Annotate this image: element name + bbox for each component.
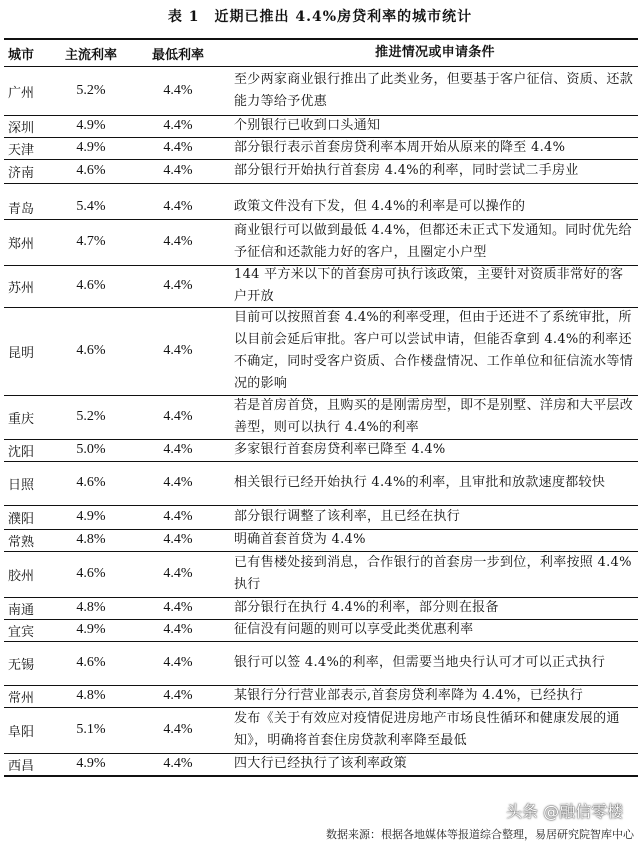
main-rate-cell: 4.6% (76, 475, 106, 490)
city-cell: 无锡 (8, 657, 35, 673)
table-row (4, 529, 638, 551)
min-rate-cell: 4.4% (163, 509, 193, 524)
conditions-cell: 若是首房首贷，且购买的是刚需房型，即不是别墅、洋房和大平层改善型，则可以执行 4.4%的利率 (234, 398, 634, 435)
city-cell: 沈阳 (8, 444, 35, 460)
main-rate-cell: 4.6% (76, 566, 106, 581)
table-row (4, 619, 638, 641)
conditions-cell: 个别银行已收到口头通知 (234, 118, 381, 133)
table-row (4, 707, 638, 753)
main-rate-cell: 5.1% (76, 722, 106, 737)
city-cell: 广州 (8, 85, 35, 101)
main-rate-cell: 4.8% (76, 600, 106, 615)
city-cell: 济南 (8, 165, 35, 181)
min-rate-cell: 4.4% (163, 442, 193, 457)
min-rate-cell: 4.4% (163, 756, 193, 771)
main-rate-cell: 4.6% (76, 278, 106, 293)
table-row (4, 395, 638, 439)
main-rate-cell: 5.2% (76, 83, 106, 98)
main-rate-cell: 4.6% (76, 655, 106, 670)
table-row (4, 461, 638, 505)
main-rate-cell: 5.2% (76, 409, 106, 424)
table-row (4, 685, 638, 707)
table-row (4, 115, 638, 137)
main-rate-cell: 5.4% (76, 199, 106, 214)
row-rule (4, 183, 638, 184)
table-row (4, 597, 638, 619)
city-cell: 深圳 (8, 120, 35, 136)
main-rate-cell: 4.9% (76, 622, 106, 637)
conditions-cell: 目前可以按照首套 4.4%的利率受理，但由于还进不了系统审批，所以目前会延后审批。客户可以尝试申请，但能否拿到 4.4%的利率还不确定，同时受客户资质、合作楼盘情况、工作单位和征信流水等情况的影响 (234, 310, 634, 391)
min-rate-cell: 4.4% (163, 409, 193, 424)
table-row (4, 307, 638, 395)
header-main-rate: 主流利率 (64, 47, 117, 63)
city-cell: 宜宾 (8, 624, 35, 640)
conditions-cell: 明确首套首贷为 4.4% (234, 532, 366, 547)
min-rate-cell: 4.4% (163, 83, 193, 98)
city-cell: 郑州 (8, 236, 35, 252)
min-rate-cell: 4.4% (163, 600, 193, 615)
table-row (4, 505, 638, 529)
city-cell: 苏州 (8, 280, 35, 296)
conditions-cell: 四大行已经执行了该利率政策 (234, 756, 407, 771)
conditions-cell: 部分银行表示首套房贷利率本周开始从原来的降至 4.4% (234, 140, 566, 155)
main-rate-cell: 4.9% (76, 509, 106, 524)
conditions-cell: 相关银行已经开始执行 4.4%的利率，且审批和放款速度都较快 (234, 475, 606, 490)
header-city: 城市 (8, 47, 35, 63)
city-cell: 濮阳 (8, 511, 35, 527)
city-cell: 昆明 (8, 345, 35, 361)
main-rate-cell: 4.9% (76, 140, 106, 155)
main-rate-cell: 4.7% (76, 234, 106, 249)
table-header (4, 40, 638, 66)
header-min-rate: 最低利率 (151, 47, 204, 63)
min-rate-cell: 4.4% (163, 343, 193, 358)
min-rate-cell: 4.4% (163, 566, 193, 581)
main-rate-cell: 4.6% (76, 343, 106, 358)
main-rate-cell: 4.6% (76, 163, 106, 178)
min-rate-cell: 4.4% (163, 622, 193, 637)
table-row (4, 551, 638, 597)
table-row (4, 137, 638, 159)
city-cell: 青岛 (8, 201, 35, 217)
header-conditions: 推进情况或申请条件 (375, 45, 495, 60)
city-cell: 日照 (8, 477, 35, 493)
city-cell: 胶州 (8, 568, 35, 584)
city-cell: 天津 (8, 142, 35, 158)
conditions-cell: 已有售楼处接到消息，合作银行的首套房一步到位，利率按照 4.4%执行 (234, 555, 632, 592)
conditions-cell: 商业银行可以做到最低 4.4%，但都还未正式下发通知。同时优先给予征信和还款能力好的客户，且圈定小户型 (234, 223, 632, 260)
min-rate-cell: 4.4% (163, 655, 193, 670)
table-row (4, 641, 638, 685)
conditions-cell: 发布《关于有效应对疫情促进房地产市场良性循环和健康发展的通知》，明确将首套住房贷款利率降至最低 (234, 711, 620, 748)
row-rule (4, 775, 638, 777)
city-cell: 常州 (8, 690, 35, 706)
conditions-cell: 至少两家商业银行推出了此类业务，但要基于客户征信、资质、还款能力等给予优惠 (234, 72, 634, 109)
conditions-cell: 部分银行在执行 4.4%的利率，部分则在报备 (234, 600, 499, 615)
main-rate-cell: 4.8% (76, 532, 106, 547)
city-cell: 西昌 (8, 758, 35, 774)
conditions-cell: 政策文件没有下发，但 4.4%的利率是可以操作的 (234, 199, 526, 214)
min-rate-cell: 4.4% (163, 199, 193, 214)
min-rate-cell: 4.4% (163, 278, 193, 293)
main-rate-cell: 4.9% (76, 756, 106, 771)
city-cell: 重庆 (8, 411, 35, 427)
table-row (4, 439, 638, 461)
city-cell: 南通 (8, 602, 35, 618)
conditions-cell: 某银行分行营业部表示,首套房贷利率降为 4.4%，已经执行 (234, 688, 583, 703)
min-rate-cell: 4.4% (163, 234, 193, 249)
min-rate-cell: 4.4% (163, 118, 193, 133)
table-row (4, 753, 638, 775)
conditions-cell: 部分银行调整了该利率，且已经在执行 (234, 509, 461, 524)
conditions-cell: 征信没有问题的则可以享受此类优惠利率 (234, 622, 474, 637)
conditions-cell: 部分银行开始执行首套房 4.4%的利率，同时尝试二手房业 (234, 163, 579, 178)
min-rate-cell: 4.4% (163, 532, 193, 547)
min-rate-cell: 4.4% (163, 163, 193, 178)
main-rate-cell: 4.8% (76, 688, 106, 703)
table-row (4, 195, 638, 219)
conditions-cell: 银行可以签 4.4%的利率，但需要当地央行认可才可以正式执行 (234, 655, 606, 670)
table-row (4, 265, 638, 307)
table-row (4, 159, 638, 183)
min-rate-cell: 4.4% (163, 688, 193, 703)
conditions-cell: 144 平方米以下的首套房可执行该政策，主要针对资质非常好的客户开放 (234, 267, 624, 304)
table-row (4, 219, 638, 265)
min-rate-cell: 4.4% (163, 475, 193, 490)
city-cell: 阜阳 (8, 724, 35, 740)
main-rate-cell: 4.9% (76, 118, 106, 133)
table-row (4, 67, 638, 115)
watermark: 头条 @融信零楼 (506, 802, 624, 821)
min-rate-cell: 4.4% (163, 722, 193, 737)
source-note: 数据来源：根据各地媒体等报道综合整理，易居研究院智库中心 (326, 828, 634, 841)
conditions-cell: 多家银行首套房贷利率已降至 4.4% (234, 442, 446, 457)
min-rate-cell: 4.4% (163, 140, 193, 155)
city-cell: 常熟 (8, 534, 35, 550)
table-title: 表 1 近期已推出 4.4%房贷利率的城市统计 (167, 9, 473, 25)
main-rate-cell: 5.0% (76, 442, 106, 457)
